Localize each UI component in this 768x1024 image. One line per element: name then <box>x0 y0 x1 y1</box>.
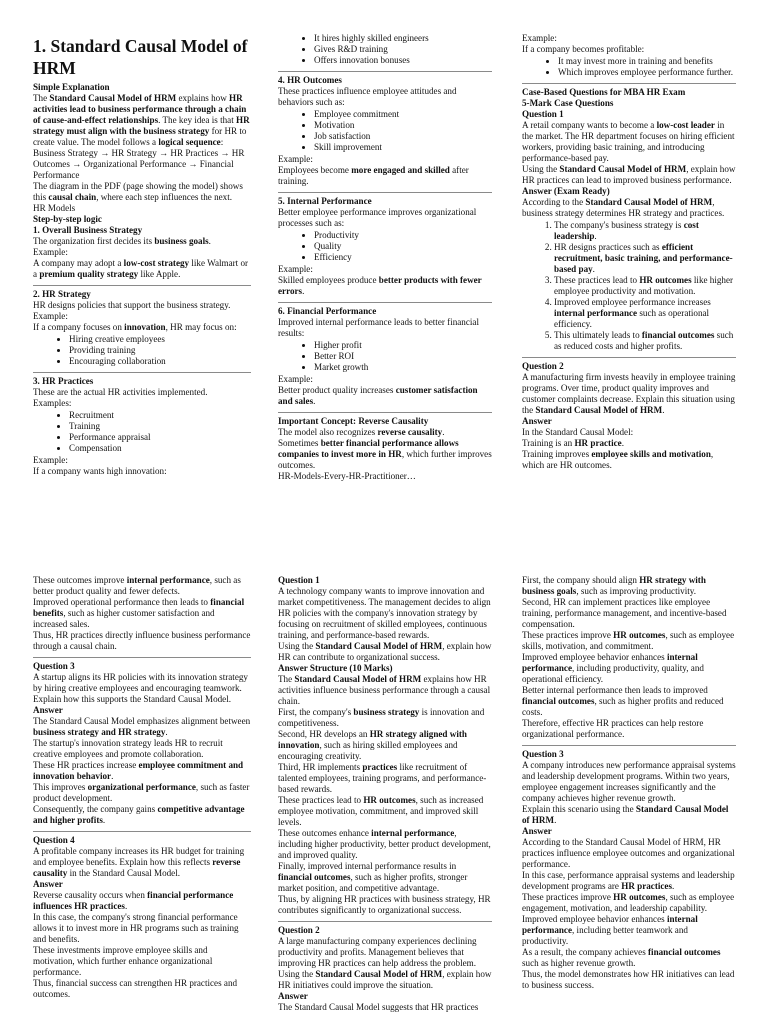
answer-text: Second, HR can implement practices like employee training, performance management, and incentive-based compensation. <box>522 597 727 629</box>
step-heading: 1. Overall Business Strategy <box>33 225 143 235</box>
example-text: Better product quality increases customer satisfaction and sales. <box>278 385 478 406</box>
case-title: Case-Based Questions for MBA HR Exam <box>522 87 686 97</box>
answer-text: These investments improve employee skills and motivation, which further enhance organizational performance. <box>33 945 213 977</box>
list-item: • It hires highly skilled engineers <box>314 33 492 44</box>
bottom-column-1 <box>33 575 251 1000</box>
numbered-list <box>522 220 736 352</box>
answer-text: Therefore, effective HR practices can help restore organizational performance. <box>522 718 704 739</box>
bullet-list <box>522 56 736 78</box>
divider <box>33 372 251 373</box>
top-column-2 <box>278 33 492 482</box>
divider <box>278 302 492 303</box>
example-label: Example: <box>278 154 313 164</box>
answer-text: These practices improve HR outcomes, such as employee engagement, motivation, and leadership capability. <box>522 892 735 913</box>
example-text: If a company wants high innovation: <box>33 466 167 476</box>
top-column-1 <box>33 35 251 477</box>
question-text: A technology company wants to improve innovation and market competitiveness. The management decides to align HR policies with the company's innovation strategy by focusing on recruitment of skilled employees, continuous training, and performance-based rewards. <box>278 586 491 640</box>
list-item: • Encouraging collaboration <box>69 356 251 367</box>
question-text: Using the Standard Causal Model of HRM, explain how HR initiatives could improve the situation. <box>278 969 492 990</box>
concept-text: The model also recognizes reverse causality. <box>278 427 445 437</box>
step-text: Improved internal performance leads to better financial results: <box>278 317 479 338</box>
case-subtitle: 5-Mark Case Questions <box>522 98 614 108</box>
answer-text: Finally, improved internal performance results in financial outcomes, such as higher profits, stronger market position, and competitive advantage. <box>278 861 468 893</box>
question-heading: Question 3 <box>33 661 75 671</box>
example-text: A company may adopt a low-cost strategy like Walmart or a premium quality strategy like Apple. <box>33 258 249 279</box>
answer-text: These outcomes improve internal performance, such as better product quality and fewer defects. <box>33 575 241 596</box>
list-item: • Offers innovation bonuses <box>314 55 492 66</box>
list-item: • Training <box>69 421 251 432</box>
answer-text: As a result, the company achieves financial outcomes such as higher revenue growth. <box>522 947 721 968</box>
question-heading: Question 1 <box>278 575 320 585</box>
answer-text: The Standard Causal Model of HRM explains how HR activities influence business performance through a causal chain. <box>278 674 491 706</box>
divider <box>278 192 492 193</box>
answer-text: In this case, performance appraisal systems and leadership development programs are HR practices. <box>522 870 735 891</box>
list-item: 5. This ultimately leads to financial outcomes such as reduced costs and higher profits. <box>554 330 736 352</box>
answer-text: Consequently, the company gains competitive advantage and higher profits. <box>33 804 245 825</box>
question-text: A company introduces new performance appraisal systems and leadership development programs. Within two years, employee engagement increases significantly and the company achieves higher revenue growth. <box>522 760 736 803</box>
answer-text: The Standard Causal Model emphasizes alignment between business strategy and HR strategy. <box>33 716 251 737</box>
step-heading: 2. HR Strategy <box>33 289 91 299</box>
example-text: Skilled employees produce better products with fewer errors. <box>278 275 482 296</box>
answer-text: First, the company should align HR strategy with business goals, such as improving productivity. <box>522 575 706 596</box>
divider <box>278 71 492 72</box>
section-heading: Step-by-step logic <box>33 214 102 224</box>
bullet-list <box>278 33 492 66</box>
diagram-note: The diagram in the PDF (page showing the model) shows this causal chain, where each step influences the next. <box>33 181 243 202</box>
answer-text: These outcomes enhance internal performance, including higher productivity, better product development, and improved quality. <box>278 828 491 860</box>
example-label: Example: <box>522 33 557 43</box>
list-item: • Employee commitment <box>314 109 492 120</box>
answer-text: These practices lead to HR outcomes, such as increased employee motivation, commitment, and improved skill levels. <box>278 795 484 827</box>
list-item: • Compensation <box>69 443 251 454</box>
step-text: These practices influence employee attitudes and behaviors such as: <box>278 86 457 107</box>
question-text: Using the Standard Causal Model of HRM, explain how HR can contribute to organizational success. <box>278 641 492 662</box>
list-item: • Higher profit <box>314 340 492 351</box>
answer-text: Third, HR implements practices like recruitment of talented employees, training programs, and performance-based rewards. <box>278 762 487 794</box>
answer-text: In the Standard Causal Model: <box>522 427 634 437</box>
list-item: • Motivation <box>314 120 492 131</box>
list-item: 1. The company's business strategy is cost leadership. <box>554 220 736 242</box>
list-item: 4. Improved employee performance increases internal performance such as operational efficiency. <box>554 297 736 330</box>
intro-paragraph: The Standard Causal Model of HRM explains how HR activities lead to business performance through a chain of cause-and-effect relationships. The key idea is that HR strategy must align with the business strategy for HR to create value. The model follows a logical sequence: <box>33 93 250 147</box>
divider <box>522 83 736 84</box>
question-text: Explain this scenario using the Standard Causal Model of HRM. <box>522 804 729 825</box>
answer-text: Improved operational performance then leads to financial benefits, such as higher customer satisfaction and increased sales. <box>33 597 245 629</box>
answer-text: Better internal performance then leads to improved financial outcomes, such as higher profits and reduced costs. <box>522 685 724 717</box>
answer-text: Training is an HR practice. <box>522 438 624 448</box>
bottom-column-3 <box>522 575 736 991</box>
bottom-column-2 <box>278 575 492 1013</box>
example-text: If a company focuses on innovation, HR may focus on: <box>33 322 237 332</box>
list-item: • Gives R&D training <box>314 44 492 55</box>
example-label: Example: <box>33 247 68 257</box>
source-reference: HR-Models-Every-HR-Practitioner… <box>278 471 416 481</box>
question-heading: Question 4 <box>33 835 75 845</box>
list-item: 2. HR designs practices such as efficient recruitment, basic training, and performance-based pay. <box>554 242 736 275</box>
list-item: • Better ROI <box>314 351 492 362</box>
example-label: Example: <box>278 374 313 384</box>
list-item: 3. These practices lead to HR outcomes like higher employee productivity and motivation. <box>554 275 736 297</box>
example-label: Example: <box>33 455 68 465</box>
answer-text: Second, HR develops an HR strategy aligned with innovation, such as hiring skilled employees and encouraging creativity. <box>278 729 467 761</box>
list-item: • Quality <box>314 241 492 252</box>
concept-text: Sometimes better financial performance allows companies to invest more in HR, which further improves outcomes. <box>278 438 492 470</box>
step-text: HR designs policies that support the business strategy. <box>33 300 231 310</box>
question-text: A retail company wants to become a low-cost leader in the market. The HR department focuses on hiring efficient workers, providing basic training, and introducing performance-based pay. <box>522 120 735 163</box>
list-item: • Productivity <box>314 230 492 241</box>
answer-heading: Answer <box>522 826 552 836</box>
list-item: • Skill improvement <box>314 142 492 153</box>
answer-text: In this case, the company's strong financial performance allows it to invest more in HR programs such as training and benefits. <box>33 912 239 944</box>
question-heading: Question 3 <box>522 749 564 759</box>
step-text: The organization first decides its business goals. <box>33 236 211 246</box>
step-heading: 5. Internal Performance <box>278 196 372 206</box>
bullet-list <box>33 410 251 454</box>
answer-text: Training improves employee skills and motivation, which are HR outcomes. <box>522 449 714 470</box>
step-text: Better employee performance improves organizational processes such as: <box>278 207 477 228</box>
list-item: • Market growth <box>314 362 492 373</box>
bullet-list <box>278 230 492 263</box>
answer-heading: Answer <box>33 705 63 715</box>
answer-text: These HR practices increase employee commitment and innovation behavior. <box>33 760 244 781</box>
top-column-3 <box>522 33 736 471</box>
example-label: Example: <box>33 311 68 321</box>
list-item: • Recruitment <box>69 410 251 421</box>
answer-text: Reverse causality occurs when financial performance influences HR practices. <box>33 890 234 911</box>
example-label: Example: <box>278 264 313 274</box>
answer-text: Thus, the model demonstrates how HR initiatives can lead to business success. <box>522 969 735 990</box>
list-item: • Efficiency <box>314 252 492 263</box>
question-text: A manufacturing firm invests heavily in employee training programs. Over time, product quality improves and customer complaints decrease. Explain this situation using the Standard Causal Model of HRM. <box>522 372 736 415</box>
step-text: These are the actual HR activities implemented. <box>33 387 208 397</box>
divider <box>33 831 251 832</box>
answer-text: Thus, HR practices directly influence business performance through a causal chain. <box>33 630 251 651</box>
step-heading: 4. HR Outcomes <box>278 75 342 85</box>
question-heading: Question 1 <box>522 109 564 119</box>
divider <box>33 657 251 658</box>
answer-text: This improves organizational performance, such as faster product development. <box>33 782 250 803</box>
list-item: • Hiring creative employees <box>69 334 251 345</box>
list-item: • Which improves employee performance further. <box>558 67 736 78</box>
source-note: HR Models <box>33 203 76 213</box>
model-sequence: Business Strategy → HR Strategy → HR Practices → HR Outcomes → Organizational Performance → Financial Performance <box>33 148 245 180</box>
answer-heading: Answer <box>522 416 552 426</box>
answer-text: These practices improve HR outcomes, such as employee skills, motivation, and commitment. <box>522 630 735 651</box>
question-text: A large manufacturing company experiences declining productivity and profits. Management believes that improving HR practices can help address the problem. <box>278 936 477 968</box>
divider <box>278 412 492 413</box>
question-text: A startup aligns its HR policies with its innovation strategy by hiring creative employees and encouraging teamwork. Explain how this supports the Standard Causal Model. <box>33 672 248 704</box>
section-heading: Simple Explanation <box>33 82 110 92</box>
bullet-list <box>278 340 492 373</box>
answer-heading: Answer Structure (10 Marks) <box>278 663 393 673</box>
answer-text: Thus, by aligning HR practices with business strategy, HR contributes significantly to organizational success. <box>278 894 491 915</box>
answer-text: First, the company's business strategy is innovation and competitiveness. <box>278 707 485 728</box>
example-text: Employees become more engaged and skilled after training. <box>278 165 469 186</box>
answer-heading: Answer <box>278 991 308 1001</box>
list-item: • It may invest more in training and benefits <box>558 56 736 67</box>
question-heading: Question 2 <box>278 925 320 935</box>
concept-heading: Important Concept: Reverse Causality <box>278 416 429 426</box>
answer-text: Thus, financial success can strengthen HR practices and outcomes. <box>33 978 238 999</box>
answer-text: The startup's innovation strategy leads HR to recruit creative employees and promote collaboration. <box>33 738 223 759</box>
list-item: • Job satisfaction <box>314 131 492 142</box>
step-heading: 3. HR Practices <box>33 376 94 386</box>
divider <box>278 921 492 922</box>
answer-text: According to the Standard Causal Model of HRM, HR practices influence employee outcomes and organizational performance. <box>522 837 735 869</box>
bullet-list <box>278 109 492 153</box>
example-text: If a company becomes profitable: <box>522 44 645 54</box>
answer-text: The Standard Causal Model suggests that HR practices <box>278 1002 479 1012</box>
list-item: • Performance appraisal <box>69 432 251 443</box>
bullet-list <box>33 334 251 367</box>
answer-text: Improved employee behavior enhances internal performance, including better teamwork and productivity. <box>522 914 698 946</box>
page-title: 1. Standard Causal Model of HRM <box>33 36 248 78</box>
divider <box>522 357 736 358</box>
answer-heading: Answer <box>33 879 63 889</box>
answer-heading: Answer (Exam Ready) <box>522 186 610 196</box>
answer-text: Improved employee behavior enhances internal performance, including productivity, quality, and operational efficiency. <box>522 652 704 684</box>
question-text: Using the Standard Causal Model of HRM, explain how HR practices can lead to improved business performance. <box>522 164 736 185</box>
question-heading: Question 2 <box>522 361 564 371</box>
divider <box>522 745 736 746</box>
divider <box>33 285 251 286</box>
list-item: • Providing training <box>69 345 251 356</box>
step-heading: 6. Financial Performance <box>278 306 377 316</box>
example-label: Examples: <box>33 398 72 408</box>
question-text: A profitable company increases its HR budget for training and employee benefits. Explain how this reflects reverse causality in the Standard Causal Model. <box>33 846 245 878</box>
answer-text: According to the Standard Causal Model of HRM, business strategy determines HR strategy and practices. <box>522 197 725 218</box>
